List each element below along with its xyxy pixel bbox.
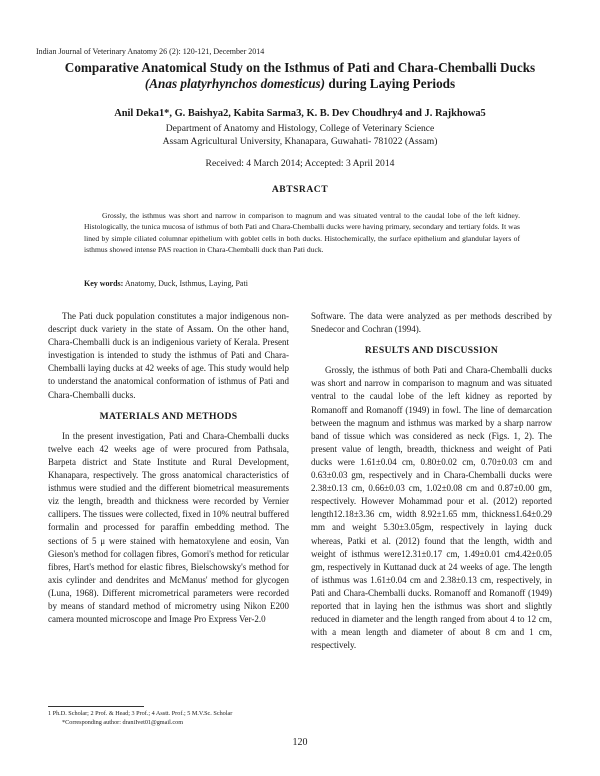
species-name: (Anas platyrhynchos domesticus)	[144, 76, 326, 91]
title-line-1: Comparative Anatomical Study on the Isthmus of Pati and Chara-Chemballi Ducks	[64, 60, 536, 75]
title-line-2-rest: during Laying Periods	[325, 76, 456, 91]
results-heading: RESULTS AND DISCUSSION	[364, 345, 499, 357]
keywords-label: Key words:	[84, 279, 124, 288]
received-accepted-dates: Received: 4 March 2014; Accepted: 3 April 2014	[205, 158, 395, 169]
results-paragraph: Grossly, the isthmus of both Pati and Chara-Chemballi ducks was short and narrow in comparison to magnum and was situated ventral to the caudal lobe of the left kidney as reported by Romanoff and Romanoff (1949) in fowl. The line of demarcation between the magnum and isthmus was marked by a sharp narrow band of tissue which was considered as neck (Figs. 1, 2). The present value of length, breadth, thickness and weight of Pati ducks were 1.61±0.04 cm, 0.80±0.02 cm, 0.70±0.03 cm and 0.63±0.03 gm, respectively and in Chara-Chemballi ducks were 2.38±0.13 cm, 0.66±0.03 cm, 1.02±0.08 cm and 0.87±0.00 gm, respectively. However Mohammad pour et al. (2012) reported length12.18±3.36 cm, width 8.92±1.65 mm, thickness1.64±0.29 mm and weight 5.30±3.05gm, respectively in laying duck whereas, Patki et al. (2012) found that the length, width and weight of isthmus were12.31±0.17 cm, 1.49±0.01 cm4.42±0.05 gm, respectively in Kuttanad duck at 24 weeks of age. The length of isthmus was 1.61±0.04 cm and 2.38±0.13 cm, respectively, in Pati and Chara-Chemballi ducks. Romanoff and Romanoff (1949) reported that in laying hen the isthmus was short and slightly reduced in diameter and the length ranged from about 4 to 12 cm, with a mean length and diameter of about 8 cm and 1 cm, respectively.	[311, 365, 552, 651]
left-column	[48, 310, 289, 626]
abstract-text: Grossly, the isthmus was short and narrow in comparison to magnum and was situated ventral to the caudal lobe of the left kidney. Histologically, the tunica mucosa of isthmus of both Pati and Chara-Chemballi ducks were having primary, secondary and tertiary folds. It was lined by simple ciliated columnar epithelium with goblet cells in both ducks. Histochemically, the surface epithelium and glandular layers of isthmus showed intense PAS reaction in Chara-Chemballi duck than Pati duck.	[84, 211, 520, 254]
methods-heading: MATERIALS AND METHODS	[99, 410, 238, 422]
paper-title	[40, 60, 560, 92]
journal-citation: Indian Journal of Veterinary Anatomy 26 (2): 120-121, December 2014	[36, 47, 265, 56]
introduction-paragraph: The Pati duck population constitutes a major indigenous non-descript duck variety in the state of Assam. On the other hand, Chara-Chemballi duck is an indigenious variety of Kerala. Present investigation is intended to study the isthmus of Pati and Chara-Chemballi laying ducks at 42 weeks of age. This study would help to understand the anatomical conformation of isthmus of Pati and Chara-Chemballi ducks.	[48, 311, 289, 400]
keywords	[84, 279, 248, 288]
title-line-2	[40, 76, 560, 92]
keywords-list: Anatomy, Duck, Isthmus, Laying, Pati	[123, 279, 248, 288]
methods-continued: Software. The data were analyzed as per methods described by Snedecor and Cochran (1994).	[311, 311, 552, 335]
footnote-corresponding-author: *Corresponding author: draniIvet01@gmail.com	[62, 719, 184, 726]
abstract-heading: ABTSRACT	[271, 184, 329, 195]
affiliation-university: Assam Agricultural University, Khanapara, Guwahati- 781022 (Assam)	[162, 136, 438, 147]
right-column	[311, 310, 552, 652]
affiliation	[40, 122, 560, 148]
methods-paragraph: In the present investigation, Pati and Chara-Chemballi ducks twelve each 42 weeks age of were procured from Pathsala, Barpeta district and State Institute and Rural Development, Khanapara, respectively. The gross anatomical characteristics of isthmus were studied and the different biometrical measurements viz the length, breadth and thickness were recorded by Vernier callipers. The tissues were collected, fixed in 10% neutral buffered formalin and processed for paraffin embedding method. The sections of 5 μ were stained with hematoxylene and eosin, Van Gieson's method for collagen fibres, Gomori's method for reticular fibres, Hart's method for elastic fibres, Bielschowsky's method for axis cylinder and dendrites and McManus' method for glycogen (Luna, 1968). Different micrometrical parameters were recorded by means of standard method of micrometry using Nikon E200 camera mounted microscope and Image Pro Express Ver-2.0	[48, 430, 289, 625]
page-number: 120	[292, 737, 308, 748]
footnote-divider	[48, 706, 144, 707]
footnote-designations: 1 Ph.D. Scholar; 2 Prof. & Head; 3 Prof.; 4 Asstt. Prof.; 5 M.V.Sc. Scholar	[48, 710, 233, 717]
affiliation-department: Department of Anatomy and Histology, College of Veterinary Science	[165, 123, 435, 134]
author-list: Anil Deka1*, G. Baishya2, Kabita Sarma3, K. B. Dev Choudhry4 and J. Rajkhowa5	[114, 108, 486, 119]
